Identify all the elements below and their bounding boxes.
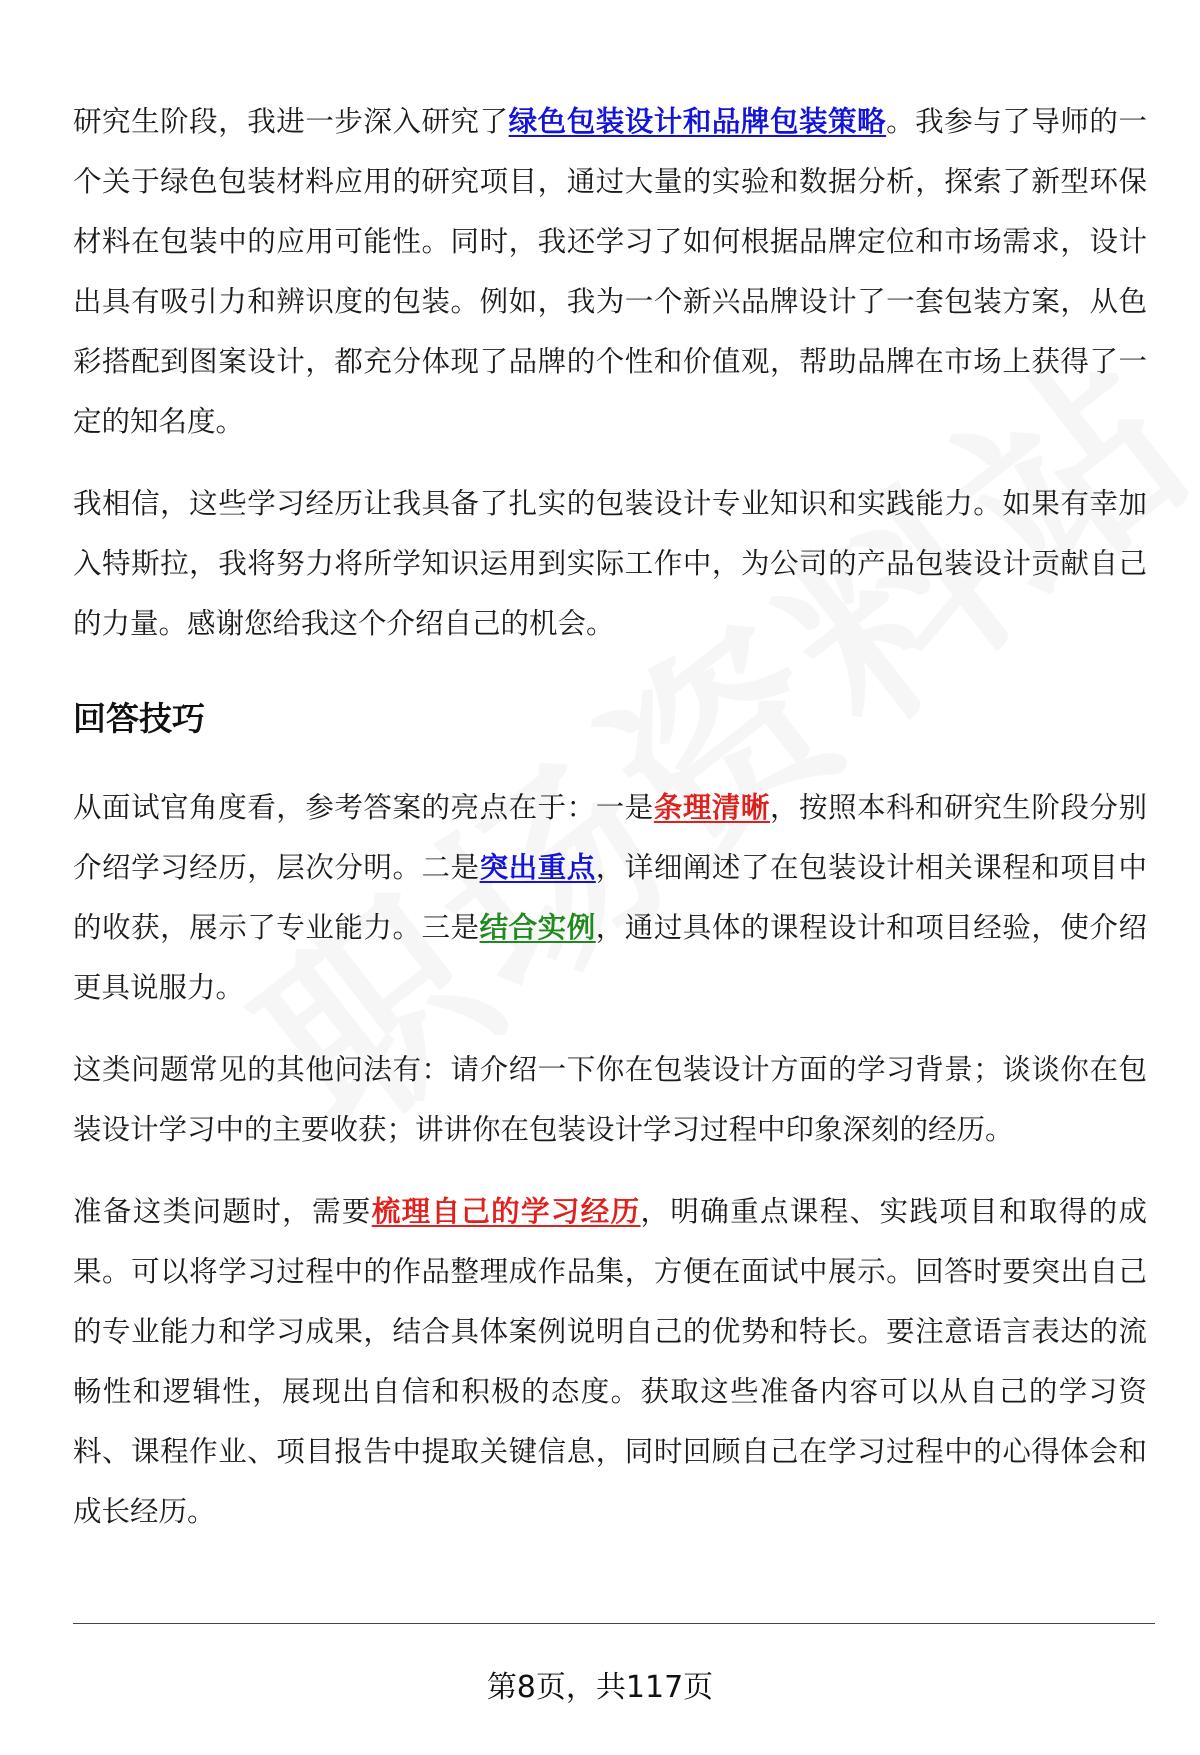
- document-page: [73, 92, 1147, 1542]
- footer-divider: [73, 1623, 1155, 1624]
- highlight-examples: 结合实例: [479, 911, 596, 944]
- paragraph-preparation: [73, 1182, 1147, 1542]
- paragraph-text: ，详细阐述了在包装设计相关课程和项目中的收获，展示了专业能力。三是: [73, 851, 1147, 944]
- highlight-clear-structure: 条理清晰: [653, 791, 770, 824]
- paragraph-text: 。我参与了导师的一个关于绿色包装材料应用的研究项目，通过大量的实验和数据分析，探索了新型环保材料在包装中的应用可能性。同时，我还学习了如何根据品牌定位和市场需求，设计出具有吸引力和辨识度的包装。例如，我为一个新兴品牌设计了一套包装方案，从色彩搭配到图案设计，都充分体现了品牌的个性和价值观，帮助品牌在市场上获得了一定的知名度。: [73, 105, 1147, 438]
- highlight-green-packaging-strategy: 绿色包装设计和品牌包装策略: [508, 105, 887, 138]
- page-number: 第8页，共117页: [486, 1670, 714, 1705]
- paragraph-text: 我相信，这些学习经历让我具备了扎实的包装设计专业知识和实践能力。如果有幸加入特斯拉，我将努力将所学知识运用到实际工作中，为公司的产品包装设计贡献自己的力量。感谢您给我这个介绍自己的机会。: [73, 487, 1147, 640]
- paragraph-interviewer-view: [73, 778, 1147, 1018]
- highlight-key-points: 突出重点: [479, 851, 596, 884]
- paragraph-text: ，通过具体的课程设计和项目经验，使介绍更具说服力。: [73, 911, 1147, 1004]
- paragraph-text: 从面试官角度看，参考答案的亮点在于：一是: [73, 791, 654, 824]
- paragraph-graduate-stage: [73, 92, 1147, 452]
- paragraph-text: ，按照本科和研究生阶段分别介绍学习经历，层次分明。二是: [73, 791, 1147, 884]
- paragraph-text: 研究生阶段，我进一步深入研究了: [73, 105, 509, 138]
- highlight-review-learning: 梳理自己的学习经历: [371, 1195, 641, 1228]
- paragraph-text: ，明确重点课程、实践项目和取得的成果。可以将学习过程中的作品整理成作品集，方便在面试中展示。回答时要突出自己的专业能力和学习成果，结合具体案例说明自己的优势和特长。要注意语言表达的流畅性和逻辑性，展现出自信和积极的态度。获取这些准备内容可以从自己的学习资料、课程作业、项目报告中提取关键信息，同时回顾自己在学习过程中的心得体会和成长经历。: [73, 1195, 1147, 1528]
- paragraph-text: 这类问题常见的其他问法有：请介绍一下你在包装设计方面的学习背景；谈谈你在包装设计学习中的主要收获；讲讲你在包装设计学习过程中印象深刻的经历。: [73, 1053, 1147, 1146]
- paragraph-other-questions: [73, 1040, 1147, 1160]
- paragraph-conclusion: [73, 474, 1147, 654]
- section-heading-answer-tips: 回答技巧: [73, 699, 205, 738]
- paragraph-text: 准备这类问题时，需要: [73, 1195, 372, 1228]
